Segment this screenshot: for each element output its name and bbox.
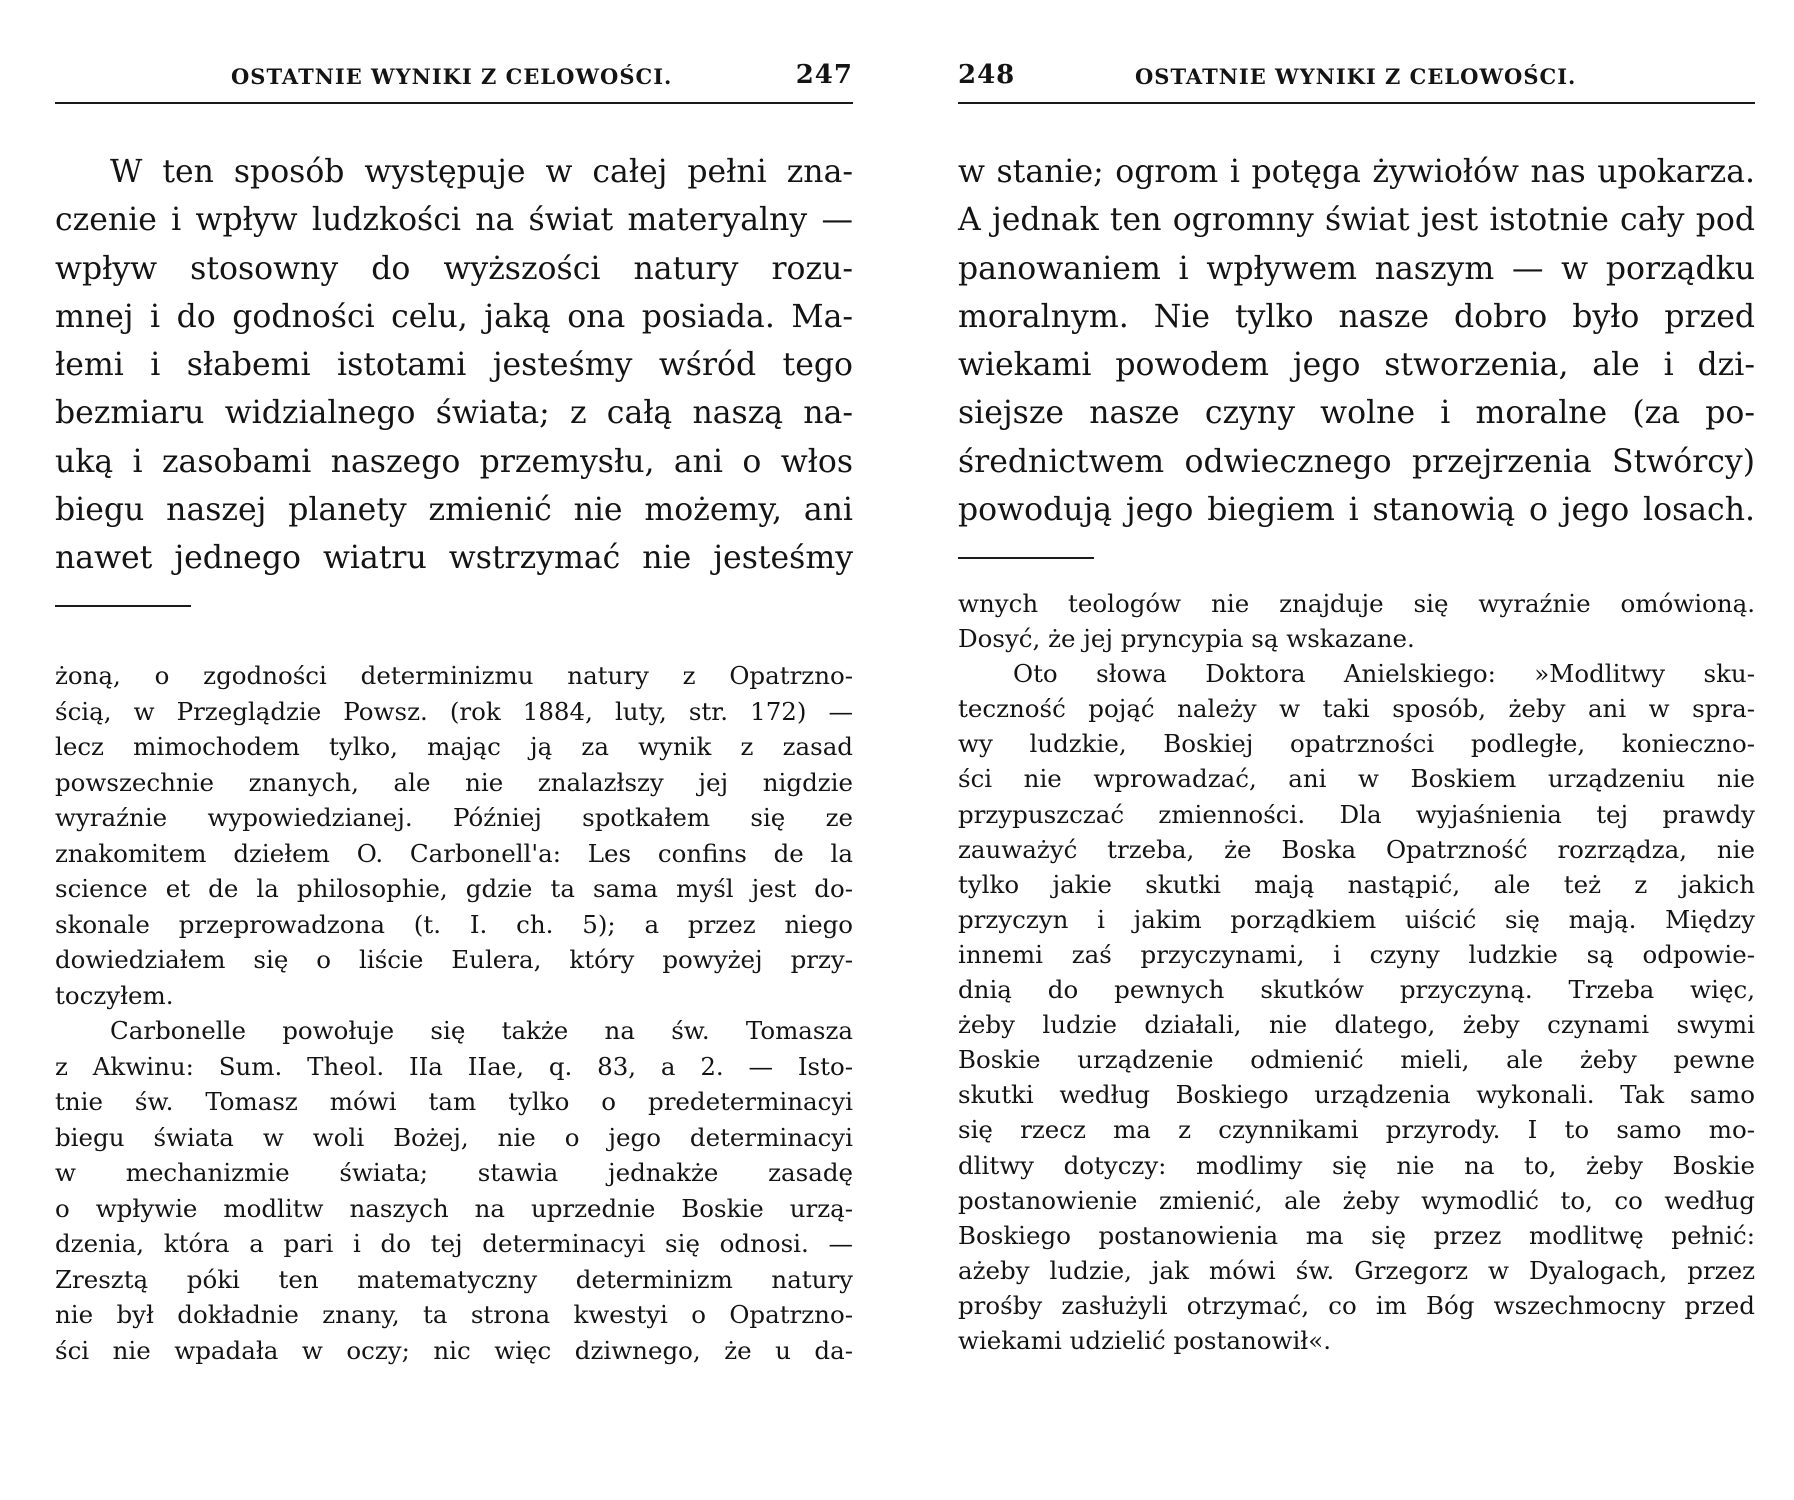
footnote (958, 586, 1755, 1358)
footnote-line: dowiedziałem się o liście Eulera, który powyżej przy- (55, 945, 853, 974)
footnote-line: Oto słowa Doktora Anielskiego: »Modlitwy sku- (1013, 659, 1755, 689)
running-title: OSTATNIE WYNIKI Z CELOWOŚCI. (231, 64, 673, 89)
footnote-line: dlitwy dotyczy: modlimy się nie na to, żeby Boskie (958, 1150, 1755, 1180)
page-number: 247 (795, 60, 853, 90)
footnote-line: prośby zasłużyli otrzymać, co im Bóg wszechmocny przed (958, 1290, 1755, 1320)
text-line: moralnym. Nie tylko nasze dobro było przed (958, 298, 1755, 335)
footnote-line: postanowienie zmienić, ale żeby wymodlić to, co według (958, 1185, 1755, 1215)
footnote-line: ścią, w Przeglądzie Powsz. (rok 1884, luty, str. 172) — (55, 696, 853, 726)
footnote-line: science et de la philosophie, gdzie ta sama myśl jest do- (55, 874, 853, 903)
footnote-line: zauważyć trzeba, że Boska Opatrzność rozrządza, nie (958, 834, 1755, 864)
footnote-line: Carbonelle powołuje się także na św. Tomasza (110, 1016, 853, 1045)
footnote-line: wyraźnie wypowiedzianej. Później spotkałem się ze (55, 803, 853, 832)
footnote-line: nie był dokładnie znany, ta strona kwestyi o Opatrzno- (55, 1300, 853, 1329)
running-title: OSTATNIE WYNIKI Z CELOWOŚCI. (1135, 64, 1577, 89)
footnote-line: ści nie wpadała w oczy; nic więc dziwnego, że u da- (55, 1335, 853, 1365)
footnote-line: Boskie urządzenie odmienić mieli, ale żeby pewne (958, 1045, 1755, 1075)
footnote-line: z Akwinu: Sum. Theol. IIa IIae, q. 83, a 2. — Isto- (55, 1051, 853, 1081)
footnote-line: wnych teologów nie znajduje się wyraźnie omówioną. (958, 589, 1755, 618)
footnote-line: biegu świata w woli Bożej, nie o jego determinacyi (55, 1122, 853, 1152)
footnote-line: Boskiego postanowienia ma się przez modlitwę pełnić: (958, 1220, 1755, 1250)
footnote-line: Dosyć, że jej pryncypia są wskazane. (958, 624, 1415, 654)
footnote-line: Zresztą póki ten matematyczny determinizm natury (55, 1264, 853, 1294)
footnote-line: innemi zaś przyczynami, i czyny ludzkie są odpowie- (958, 939, 1755, 969)
footnote-line: się rzecz ma z czynnikami przyrody. I to samo mo- (958, 1115, 1755, 1145)
footnote-line: ażeby ludzie, jak mówi św. Grzegorz w Dyalogach, przez (958, 1255, 1755, 1285)
text-line: siejsze nasze czyny wolne i moralne (za po- (958, 395, 1755, 432)
text-line: czenie i wpływ ludzkości na świat materyalny — (55, 202, 853, 239)
footnote-line: o wpływie modlitw naszych na uprzednie Boskie urzą- (55, 1193, 853, 1223)
text-line: wpływ stosowny do wyższości natury rozu- (55, 250, 853, 287)
footnote-line: skonale przeprowadzona (t. I. ch. 5); a przez niego (55, 909, 853, 939)
text-line: w stanie; ogrom i potęga żywiołów nas upokarza. (958, 154, 1755, 190)
footnote-line: znakomitem dziełem O. Carbonell'a: Les confins de la (55, 838, 853, 868)
footnote-line: wiekami udzielić postanowił«. (958, 1325, 1332, 1355)
footnote-line: w mechanizmie świata; stawia jednakże zasadę (55, 1158, 853, 1187)
text-line: biegu naszej planety zmienić nie możemy, ani (55, 492, 853, 529)
footnote-line: toczyłem. (55, 980, 174, 1010)
text-line: W ten sposób występuje w całej pełni zna- (110, 154, 853, 190)
page-header (958, 58, 1755, 104)
text-line: wiekami powodem jego stworzenia, ale i dzi- (958, 347, 1755, 384)
footnote-line: tnie św. Tomasz mówi tam tylko o predeterminacyi (55, 1087, 853, 1116)
footnote (55, 658, 853, 1368)
footnote-line: lecz mimochodem tylko, mając ją za wynik z zasad (55, 732, 853, 761)
text-line: panowaniem i wpływem naszym — w porządku (958, 250, 1755, 287)
text-line: uką i zasobami naszego przemysłu, ani o włos (55, 443, 853, 480)
footnote-line: przypuszczać zmienności. Dla wyjaśnienia tej prawdy (958, 799, 1755, 829)
text-line: bezmiaru widzialnego świata; z całą naszą na- (55, 395, 853, 432)
footnote-line: żeby ludzie działali, nie dlatego, żeby czynami swymi (958, 1010, 1755, 1040)
footnote-line: dnią do pewnych skutków przyczyną. Trzeba więc, (958, 975, 1755, 1005)
text-line: średnictwem odwiecznego przejrzenia Stwórcy) (958, 443, 1755, 480)
page-header (55, 58, 853, 104)
text-line: A jednak ten ogromny świat jest istotnie cały pod (958, 202, 1755, 239)
main-text (55, 148, 853, 583)
page-number: 248 (958, 60, 1016, 90)
footnote-line: tylko jakie skutki mają nastąpić, ale też z jakich (958, 869, 1755, 899)
footnote-line: wy ludzkie, Boskiej opatrzności podległe, konieczno- (958, 729, 1755, 759)
footnote-line: żoną, o zgodności determinizmu natury z Opatrzno- (55, 661, 853, 690)
text-line: nawet jednego wiatru wstrzymać nie jesteśmy (55, 540, 853, 577)
footnote-line: skutki według Boskiego urządzenia wykonali. Tak samo (958, 1080, 1755, 1110)
main-text (958, 148, 1755, 534)
footnote-line: powszechnie znanych, ale nie znalazłszy jej nigdzie (55, 767, 853, 797)
footnote-divider (55, 605, 191, 607)
text-line: powodują jego biegiem i stanowią o jego losach. (958, 492, 1755, 529)
footnote-divider (958, 557, 1094, 559)
footnote-line: teczność pojąć należy w taki sposób, żeby ani w spra- (958, 694, 1755, 724)
footnote-line: dzenia, która a pari i do tej determinacyi się odnosi. — (55, 1229, 853, 1258)
footnote-line: przyczyn i jakim porządkiem uiścić się mają. Między (958, 904, 1755, 934)
text-line: mnej i do godności celu, jaką ona posiada. Ma- (55, 298, 853, 335)
text-line: łemi i słabemi istotami jesteśmy wśród tego (55, 347, 853, 384)
footnote-line: ści nie wprowadzać, ani w Boskiem urządzeniu nie (958, 764, 1755, 794)
